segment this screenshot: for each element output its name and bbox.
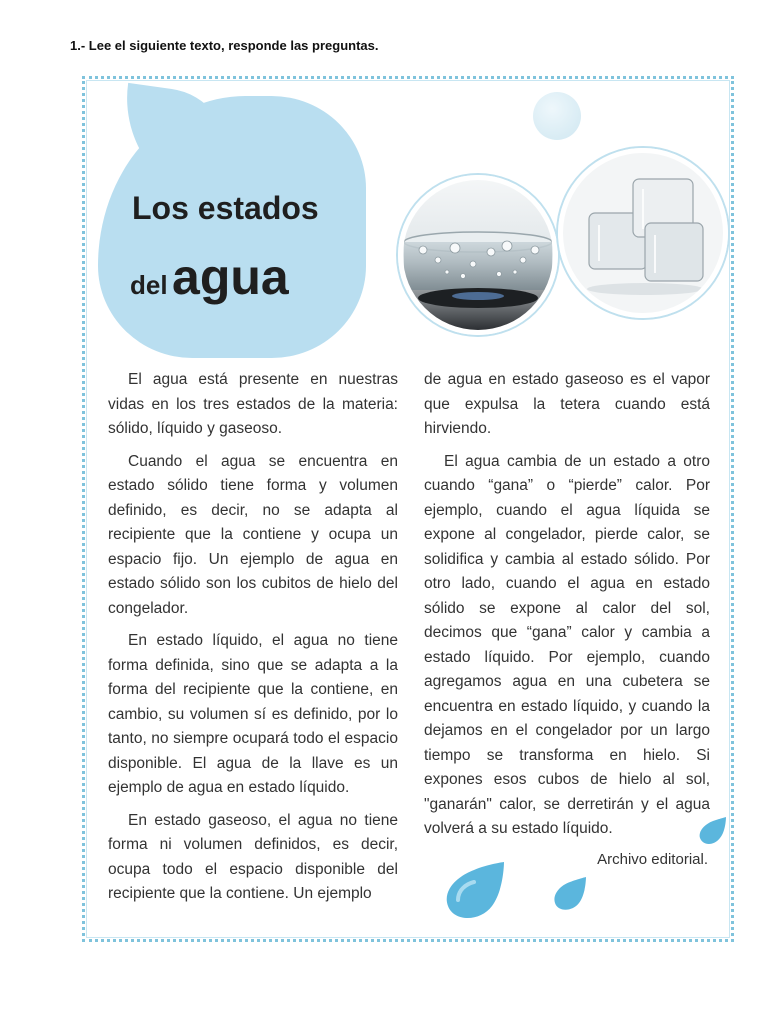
paragraph-gas-continued: de agua en estado gaseoso es el vapor que expulsa la tetera cuando está hirviendo. xyxy=(424,371,710,437)
paragraph-solid: Cuando el agua se encuentra en estado sólido tiene forma y volumen definido, es decir, no se adapta al recipiente que la contiene y ocupa un espacio fijo. Un ejemplo de agua en estado sólido son los cubitos de hielo del congelador. xyxy=(108,452,398,617)
water-drop-icon xyxy=(698,816,728,846)
paragraph-gas: En estado gaseoso, el agua no tiene forma ni volumen definidos, es decir, ocupa todo el espacio disponible del recipiente que la contiene. Un ejemplo xyxy=(108,811,398,902)
title-word-del: del xyxy=(130,270,168,300)
paragraph-liquid: En estado líquido, el agua no tiene forma definida, sino que se adapta a la forma del recipiente que la contiene, en cambio, su volumen sí es definido, por lo tanto, no siempre ocupará todo el espacio disponible. El agua de la llave es un ejemplo de agua en estado líquido. xyxy=(108,632,398,796)
title-line-2 xyxy=(130,248,289,306)
source-credit: Archivo editorial. xyxy=(597,851,708,868)
instruction-text: 1.- Lee el siguiente texto, responde las preguntas. xyxy=(70,38,379,53)
title-line-1: Los estados xyxy=(132,190,319,226)
water-drop-icon xyxy=(444,860,508,922)
paragraph-intro: El agua está presente en nuestras vidas en los tres estados de la materia: sólido, líquido y gaseoso. xyxy=(108,371,398,437)
boiling-water-photo xyxy=(398,175,558,335)
title-word-agua: agua xyxy=(172,249,289,305)
article-column-left xyxy=(108,368,398,915)
water-drop-icon xyxy=(552,876,588,912)
ice-cubes-photo xyxy=(558,148,728,318)
article-column-right xyxy=(424,368,710,850)
paragraph-state-change: El agua cambia de un estado a otro cuando “gana” o “pierde” calor. Por ejemplo, cuando el agua líquida se expone al congelador, pierde calor, se solidifica y cambia al estado sólido. Por otro lado, cuando el agua en estado sólido se expone al calor del sol, decimos que “gana” calor y cambia a estado líquido. Por ejemplo, cuando agregamos agua en una cubetera se encuentra en estado líquido, y cuando la dejamos en el congelador por un largo tiempo se transforma en hielo. Si expones esos cubos de hielo al sol, "ganarán" calor, se derretirán y el agua volverá a su estado líquido. xyxy=(424,452,710,837)
decorative-bubble xyxy=(533,92,581,140)
